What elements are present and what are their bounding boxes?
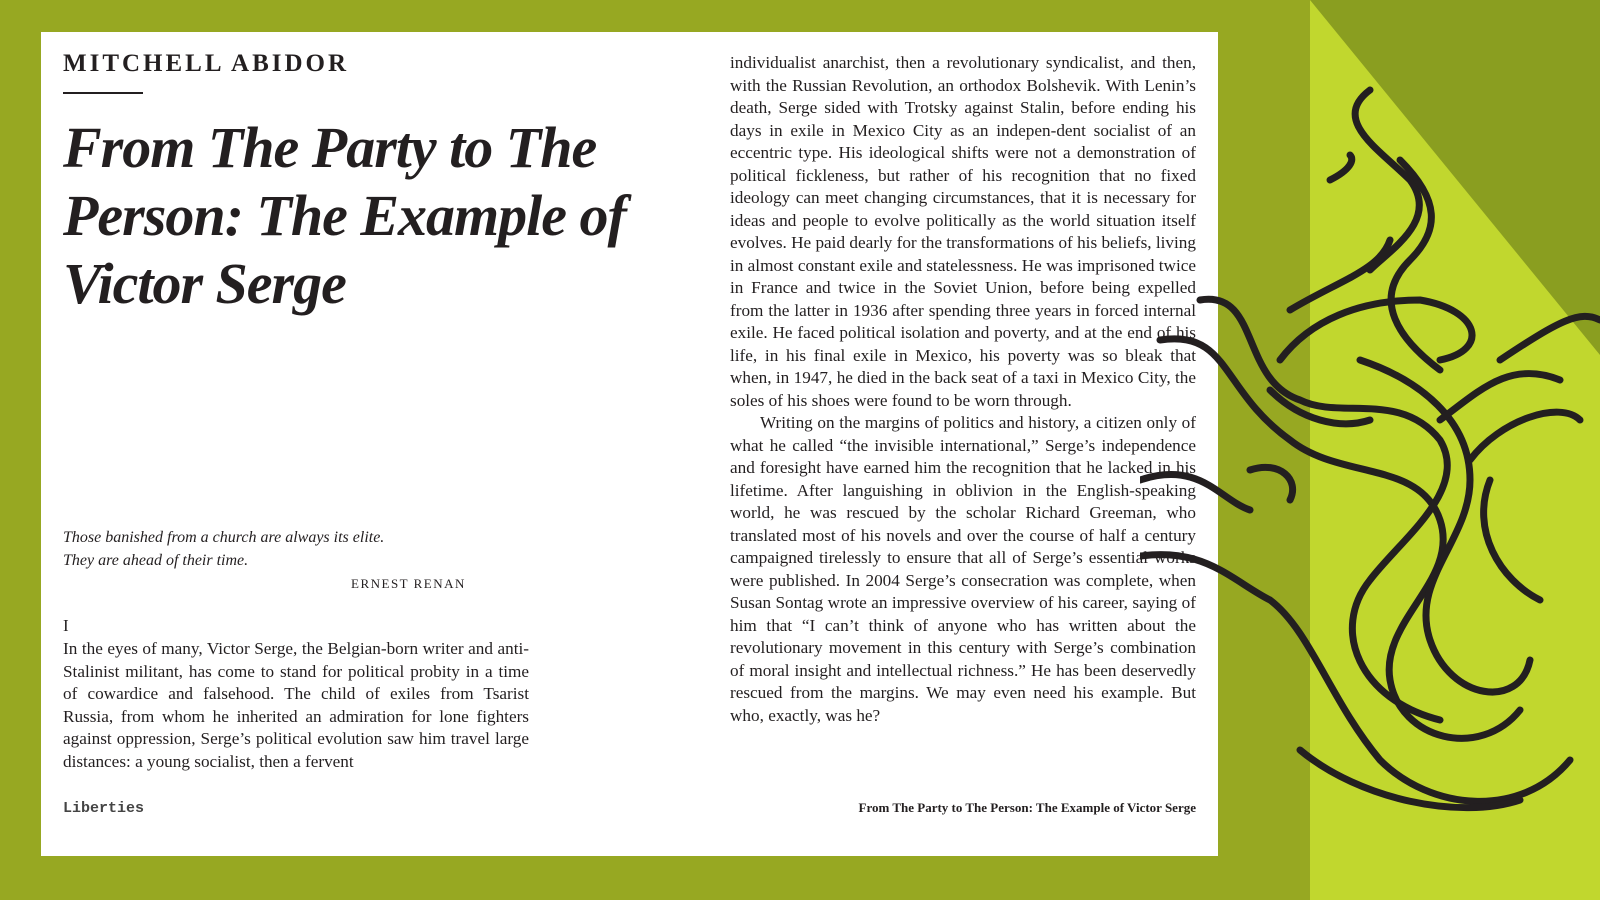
section-number: I: [63, 616, 69, 635]
paragraph: individualist anarchist, then a revolutionary syndicalist, and then, with the Russian Revolution, an orthodox Bolshevik. With Lenin’s death, Serge sided with Trotsky against Stalin, before ending his days in exile in Mexico City as an indepen-dent socialist of an eccentric type. His ideological shifts were not a demonstration of political fickleness, but rather of his recognition that no fixed ideology can meet changing circumstances, that it is necessary for ideas and people to evolve politically as the world situation itself evolves. He paid dearly for the transformations of his beliefs, living in almost constant exile and statelessness. He was imprisoned twice in France and twice in the Soviet Union, before being expelled from the latter in 1936 after spending three years in forced internal exile. He faced political isolation and poverty, and at the end of his life, in his final exile in Mexico, his poverty was so bleak that when, in 1947, he died in the back seat of a taxi in Mexico City, the soles of his shoes were found to be worn through.: [730, 53, 1196, 410]
author-name: MITCHELL ABIDOR: [63, 50, 350, 77]
liberties-logo: Liberties: [63, 800, 145, 817]
title-rule: [63, 92, 143, 94]
epigraph-attribution: ERNEST RENAN: [351, 576, 466, 591]
running-title: From The Party to The Person: The Example of Victor Serge: [858, 800, 1196, 815]
swirl-illustration: [1140, 60, 1600, 860]
magazine-spread: [41, 32, 1218, 856]
epigraph-line: Those banished from a church are always its elite.: [63, 529, 385, 546]
body-column-left: In the eyes of many, Victor Serge, the Belgian-born writer and anti-Stalinist militant, has come to stand for political probity in a time of cowardice and falsehood. The child of exiles from Tsarist Russia, from whom he inherited an admiration for lone fighters against oppression, Serge’s political evolution saw him travel large distances: a young socialist, then a fervent: [63, 639, 529, 771]
paragraph: Writing on the margins of politics and history, a citizen only of what he called “the invisible international,” Serge’s independence and foresight have earned him the recognition that he lacked in his lifetime. After languishing in oblivion in the English-speaking world, he was rescued by the scholar Richard Greeman, who translated most of his novels and over the course of half a century campaigned tirelessly to ensure that all of Serge’s essential works were published. In 2004 Serge’s consecration was complete, when Susan Sontag wrote an impressive overview of his career, saying of him that “I can’t think of anyone who has written about the revolutionary movement in this century with Serge’s combination of moral insight and intellectual richness.” He has been deservedly rescued from the margins. We may even need his example. But who, exactly, was he?: [730, 413, 1196, 725]
epigraph-line: They are ahead of their time.: [63, 552, 249, 569]
body-column-right: [730, 52, 1196, 727]
epigraph: [63, 526, 384, 572]
article-title: From The Party to The Person: The Example of Victor Serge: [63, 115, 626, 316]
